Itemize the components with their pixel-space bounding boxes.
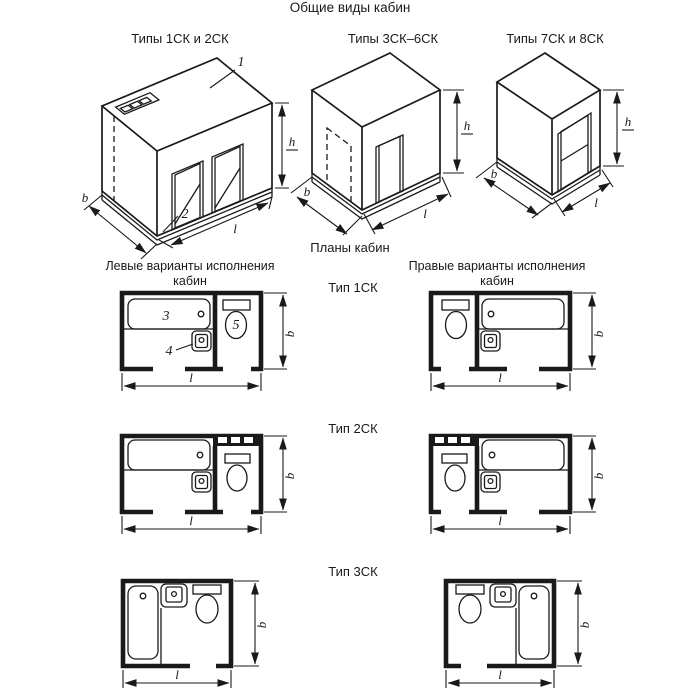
plan-2sk-left [113,430,303,542]
dim-l-label: l [233,221,237,236]
sink [490,584,516,607]
callout-1-leader [210,70,235,88]
sink [192,472,211,492]
dimension-l [122,513,261,534]
plan-2sk-right [422,430,612,542]
outer-walls [431,293,570,371]
bathtub [479,440,568,470]
dimension-l [446,667,554,688]
caption-types-7sk-8sk: Типы 7СК и 8СК [506,31,604,46]
plan-3sk-left [113,574,298,696]
callout-5-toilet: 5 [232,318,240,333]
dim-b-label: b [591,472,606,480]
bathtub [124,440,213,470]
dim-l-label: l [498,370,502,385]
callout-4-sink: 4 [165,344,173,359]
callout-4-leader [176,344,193,350]
page-title: Общие виды кабин [289,0,411,15]
plan-3sk-right [436,574,621,696]
dim-b-label: b [490,166,498,181]
vent-block [213,434,263,446]
dimension-l [431,513,570,534]
dim-b-label: b [81,190,89,205]
cabin-roof [312,53,440,127]
dimension-b [234,581,269,666]
toilet [456,585,484,623]
type-1sk-label: Тип 1СК [328,280,378,295]
dim-h-label: h [463,118,471,133]
callout-2-label: 2 [181,207,189,222]
dimension-l [123,667,231,688]
dim-l-label: l [498,667,502,682]
toilet [442,454,467,491]
toilet [193,585,221,623]
dim-b-label: b [282,472,297,480]
bathtub [128,586,161,666]
dim-b-label: b [282,330,297,338]
dim-l-label: l [423,206,427,221]
type-2sk-label: Тип 2СК [328,421,378,436]
cabin-roof [102,58,272,151]
dim-l-label: l [189,370,193,385]
dimension-l [122,370,261,391]
door-opening [558,113,591,192]
dim-l-label: l [189,513,193,528]
left-variants-header: Левые варианты исполнения кабин [105,259,275,288]
dimension-b [573,293,606,369]
dim-l-label: l [498,513,502,528]
cabin-roof [497,53,600,119]
dimension-l [364,177,451,234]
dim-h-label: h [288,134,296,149]
roof-vent-block [116,93,159,115]
toilet [442,300,469,339]
bathtub [479,299,568,329]
bathtub [516,586,549,666]
dimension-b [573,436,606,512]
dimension-b [82,190,157,259]
dim-b-label: b [254,621,269,629]
dim-b-label: b [591,330,606,338]
isometric-cabin-1sk-2sk [57,46,302,261]
caption-types-1sk-2sk: Типы 1СК и 2СК [131,31,229,46]
toilet [225,454,250,491]
door-opening [376,135,403,203]
right-variants-header: Правые варианты исполнения кабин [408,259,586,288]
dim-l-label: l [175,667,179,682]
plan-1sk-right [422,287,612,399]
plan-1sk-left [113,287,303,399]
door-opening-2 [212,144,243,213]
dim-b-label: b [577,621,592,629]
vent-block [429,434,479,446]
isometric-cabin-7sk-8sk [462,46,647,256]
dim-b-label: b [303,184,311,199]
outer-walls [122,293,261,371]
callout-3-bath: 3 [162,309,170,324]
caption-types-3sk-6sk: Типы 3СК–6СК [347,31,439,46]
sink [481,331,500,351]
dim-h-label: h [624,114,632,129]
sink [161,584,187,607]
dimension-l [431,370,570,391]
dimension-b [557,581,592,666]
dimension-b [264,293,297,369]
dimension-h [603,90,634,166]
callout-1-label: 1 [237,55,245,70]
type-3sk-label: Тип 3СК [328,564,378,579]
sink [192,331,211,351]
sink [481,472,500,492]
isometric-cabin-3sk-6sk [288,46,478,261]
dimension-b [264,436,297,512]
plans-title: Планы кабин [310,240,390,255]
dim-l-label: l [594,195,598,210]
